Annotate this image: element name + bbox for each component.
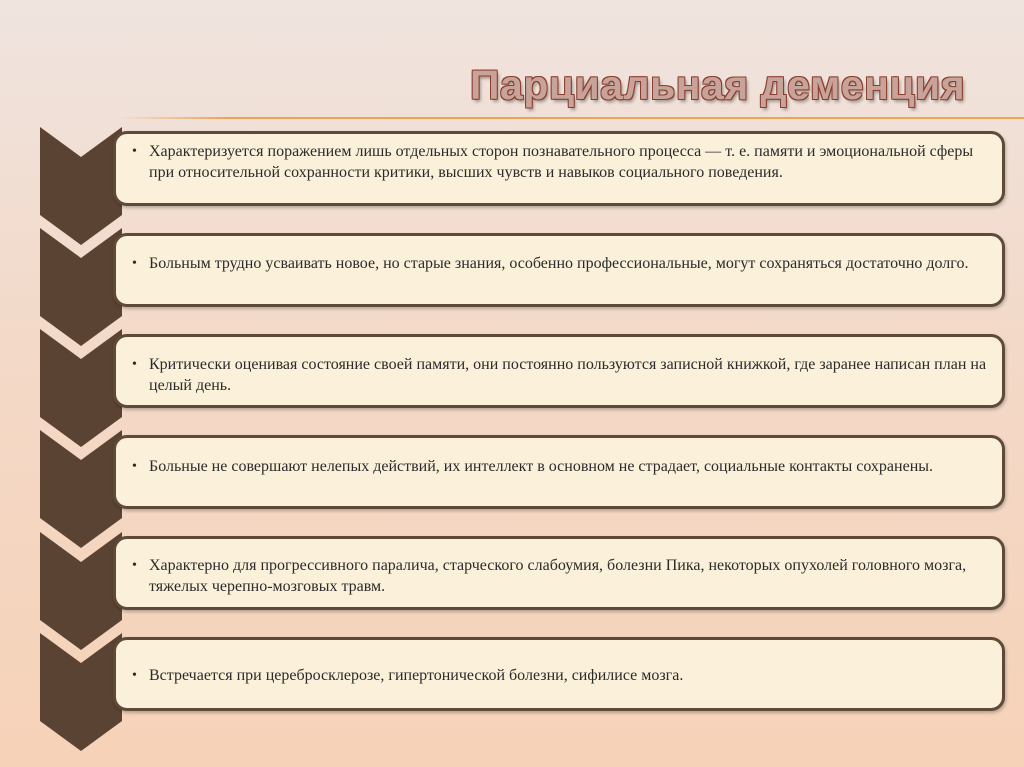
list-item-text: Характерно для прогрессивного паралича, старческого слабоумия, болезни Пика, некоторых опухолей головного мозга, тяжелых черепно-мозговых травм. <box>149 557 967 595</box>
bullet-icon: • <box>132 668 137 683</box>
list-item <box>113 435 1005 509</box>
bullet-icon: • <box>132 144 137 159</box>
list-item-text: Характеризуется поражением лишь отдельных сторон познавательного процесса — т. е. памяти и эмоциональной сферы при относительной сохранности критики, высших чувств и навыков социального поведения. <box>149 143 974 181</box>
list-item-text: Больным трудно усваивать новое, но старые знания, особенно профессиональные, могут сохраняться достаточно долго. <box>149 255 969 272</box>
chevron-marker <box>40 633 122 751</box>
bullet-icon: • <box>132 459 137 474</box>
list-item-text: Критически оценивая состояние своей памяти, они постоянно пользуются записной книжкой, где заранее написан план на целый день. <box>149 356 987 394</box>
chevron-marker <box>40 430 122 548</box>
list-item <box>113 637 1005 711</box>
slide-title: Парциальная деменция <box>470 62 966 108</box>
list-item <box>113 131 1005 206</box>
bullet-icon: • <box>132 357 137 372</box>
bullet-icon: • <box>132 256 137 271</box>
list-item-text: Больные не совершают нелепых действий, их интеллект в основном не страдает, социальные контакты сохранены. <box>149 458 934 475</box>
bullet-icon: • <box>132 558 137 573</box>
list-item <box>113 334 1005 408</box>
list-item-text: Встречается при церебросклерозе, гипертонической болезни, сифилисе мозга. <box>149 667 684 684</box>
list-item <box>113 536 1005 610</box>
list-item <box>113 233 1005 307</box>
